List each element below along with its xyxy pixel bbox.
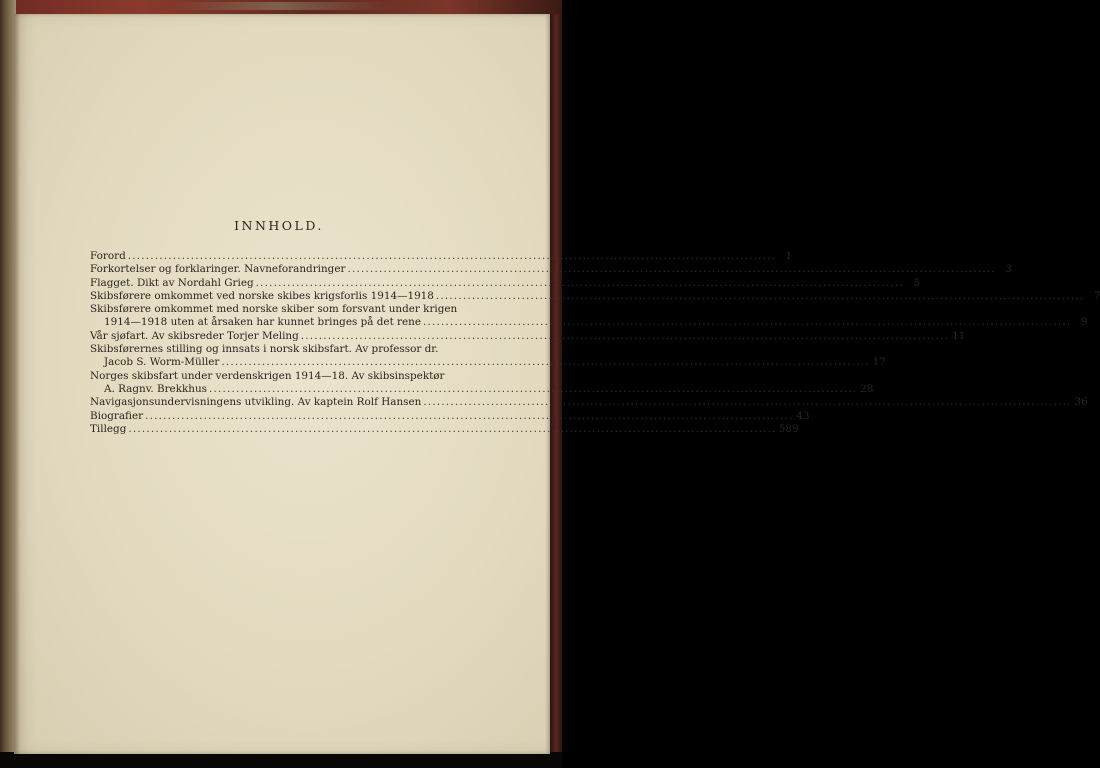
toc-entry-title: Skibsførere omkommet ved norske skibes krigsforlis 1914—1918: [90, 289, 434, 302]
toc-entry-title: Forord: [90, 250, 126, 262]
toc-entry-title-line-2: Jacob S. Worm-Müller: [104, 356, 220, 369]
dot-leader: [128, 423, 776, 436]
toc-entry-forkortelser: [90, 263, 1012, 276]
dot-leader: [221, 356, 869, 369]
toc-entry-forord: [90, 250, 793, 263]
toc-page-number: 1: [785, 250, 793, 262]
toc-page-number: 11: [951, 329, 966, 342]
toc-entry-title: Tillegg: [90, 422, 127, 435]
toc-entry-title-line-2: 1914—1918 uten at årsaken har kunnet bringes på det rene: [104, 316, 422, 329]
toc-page-number: 589: [778, 422, 799, 435]
toc-entry-title: Biografier: [90, 409, 144, 422]
table-of-contents: [90, 218, 1100, 436]
toc-page-number: 36: [1074, 396, 1088, 409]
toc-entry-title: Vår sjøfart. Av skibsreder Torjer Meling: [90, 329, 299, 342]
toc-entry-skibsforere-forsvant: [90, 303, 1088, 330]
dot-leader: [436, 290, 1084, 303]
toc-entry-title: Flagget. Dikt av Nordahl Grieg: [90, 276, 254, 289]
toc-entry-skibsforernes-stilling: [90, 343, 886, 370]
dot-leader: [301, 330, 949, 343]
dot-leader: [209, 383, 857, 396]
toc-page-number: 28: [860, 382, 874, 395]
toc-entry-title-line-1: Norges skibsfart under verdenskrigen 1914—18. Av skibsinspektør: [90, 369, 445, 382]
dot-leader: [347, 263, 995, 276]
toc-entry-flagget: [90, 276, 921, 290]
dot-leader: [423, 396, 1071, 409]
book-cover-bottom-edge: [0, 752, 562, 768]
toc-page-number: 5: [913, 276, 921, 289]
toc-page-number: 17: [872, 356, 886, 369]
toc-entry-title: Navigasjonsundervisningens utvikling. Av kaptein Rolf Hansen: [90, 396, 422, 409]
toc-entry-title-line-1: Skibsførernes stilling og innsats i norsk skibsfart. Av professor dr.: [90, 343, 439, 356]
toc-entry-biografier: [90, 409, 810, 423]
toc-page-number: 43: [796, 409, 810, 422]
dot-leader: [423, 316, 1071, 329]
toc-page-number: 7: [1093, 289, 1100, 302]
toc-page-number: 3: [1005, 263, 1012, 276]
toc-entry-tillegg: [90, 422, 799, 436]
toc-entry-navigasjon: [90, 396, 1088, 409]
dot-leader: [128, 250, 776, 263]
toc-page-number: 9: [1080, 316, 1088, 329]
toc-heading: INNHOLD.: [234, 218, 324, 233]
toc-entry-title: Forkortelser og forklaringer. Navneforandringer: [90, 263, 346, 276]
toc-entry-title-line-1: Skibsførere omkommet med norske skiber som forsvant under krigen: [90, 303, 458, 316]
dot-leader: [145, 410, 793, 423]
toc-entry-var-sjofart: [90, 329, 966, 343]
toc-entry-skibsforere-krigsforlis: [90, 289, 1100, 303]
page-gutter-shadow: [14, 14, 20, 754]
toc-entry-norges-skibsfart: [90, 369, 874, 397]
toc-entry-title-line-2: A. Ragnv. Brekkhus: [104, 382, 208, 395]
dot-leader: [256, 277, 904, 290]
